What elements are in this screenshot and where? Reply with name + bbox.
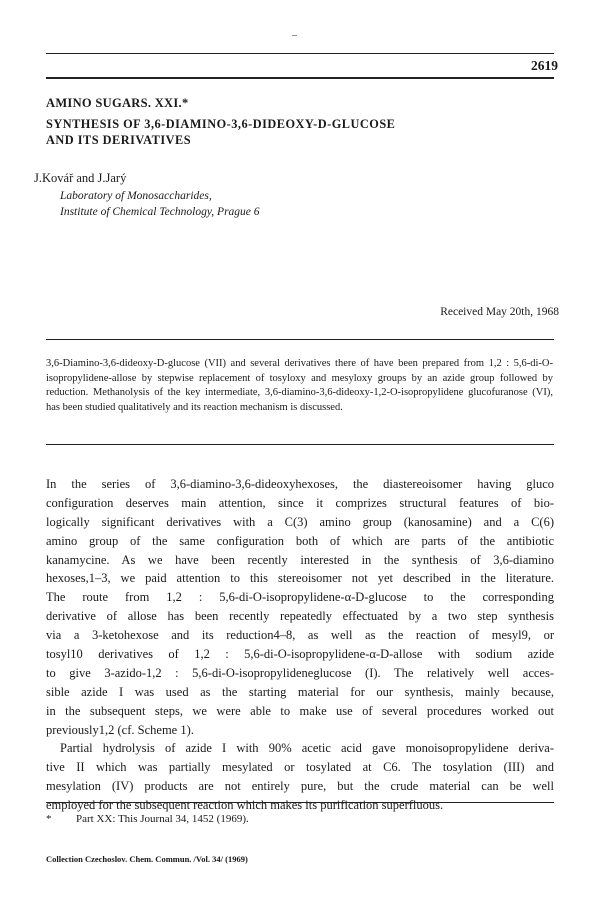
body-line: sible azide I was used as the starting material for our synthesis, mainly because, xyxy=(46,684,554,699)
body-line: mesylation (IV) products are not entirely pure, but the crude material can be well xyxy=(46,779,554,794)
affiliation-line1: Laboratory of Monosaccharides, xyxy=(60,190,212,202)
body-text xyxy=(46,475,554,815)
body-line: amino group of the same configuration both of which are parts of the antibiotic xyxy=(46,533,554,548)
body-line: via a 3-ketohexose and its reduction4–8, as well as the reaction of mesyl9, or xyxy=(46,628,554,643)
footnote-mark: * xyxy=(46,813,52,825)
received-date: Received May 20th, 1968 xyxy=(440,306,559,318)
article-title xyxy=(46,116,546,148)
abstract-rule-bottom xyxy=(46,444,554,445)
journal-citation: Collection Czechoslov. Chem. Commun. /Vol. 34/ (1969) xyxy=(46,854,248,864)
body-line: to give 3-azido-1,2 : 5,6-di-O-isopropylideneglucose (I). The relatively well acces- xyxy=(46,665,554,680)
body-line: configuration deserves main attention, since it comprizes structural features of bio- xyxy=(46,495,554,510)
page-number: 2619 xyxy=(531,58,558,73)
article-authors: J.Kovář and J.Jarý xyxy=(34,171,127,185)
footnote-rule xyxy=(46,802,554,803)
footnote-text: Part XX: This Journal 34, 1452 (1969). xyxy=(76,813,249,825)
body-line: employed for the subsequent reaction which makes its purification superfluous. xyxy=(46,798,444,813)
body-line: derivative of allose has been recently repeatedly effectuated by a two step synthesis xyxy=(46,609,554,624)
article-title-line1: SYNTHESIS OF 3,6-DIAMINO-3,6-DIDEOXY-D-GLUCOSE xyxy=(46,117,396,131)
body-line: tive II which was partially mesylated or tosylated at C6. The tosylation (III) and xyxy=(46,760,554,775)
article-title-line2: AND ITS DERIVATIVES xyxy=(46,133,192,147)
body-line: in the subsequent steps, we were able to make use of several procedures worked out xyxy=(46,703,554,718)
body-line: logically significant derivatives with a C(3) amino group (kanosamine) and a C(6) xyxy=(46,514,554,529)
body-line: In the series of 3,6-diamino-3,6-dideoxyhexoses, the diastereoisomer having gluco xyxy=(46,477,554,491)
abstract-text: 3,6-Diamino-3,6-dideoxy-D-glucose (VII) and several derivatives there of have been prepared from 1,2 : 5,6-di-O-isopropylidene-allose by stepwise replacement of tosyloxy and mesyloxy groups by an azide group followed by reduction. Methanolysis of the key intermediate, 3,6-diamino-3,6-dideoxy-1,2-O-isopropylidene glucofuranose (VI), has been studied qualitatively and its reaction mechanism is discussed. xyxy=(46,358,553,414)
footnote xyxy=(46,813,249,825)
body-line: hexoses,1–3, we paid attention to this stereoisomer not yet described in the literature. xyxy=(46,571,554,586)
body-line: The route from 1,2 : 5,6-di-O-isopropylidene-α-D-glucose to the corresponding xyxy=(46,590,554,605)
scan-mark: – xyxy=(292,30,297,41)
body-line: previously1,2 (cf. Scheme 1). xyxy=(46,722,194,737)
body-line: tosyl10 derivatives of 1,2 : 5,6-di-O-isopropylidene-α-D-allose with sodium azide xyxy=(46,647,554,662)
header-rule-top xyxy=(46,53,554,54)
body-line: kanamycine. As we have been recently interested in the synthesis of 3,6-diamino xyxy=(46,552,554,567)
header-rule-bottom xyxy=(46,77,554,79)
article-affiliation xyxy=(60,189,260,220)
article-series: AMINO SUGARS. XXI.* xyxy=(46,96,189,110)
affiliation-line2: Institute of Chemical Technology, Prague 6 xyxy=(60,205,260,218)
abstract-rule-top xyxy=(46,339,554,340)
body-line: Partial hydrolysis of azide I with 90% acetic acid gave monoisopropylidene deriva- xyxy=(60,741,554,756)
